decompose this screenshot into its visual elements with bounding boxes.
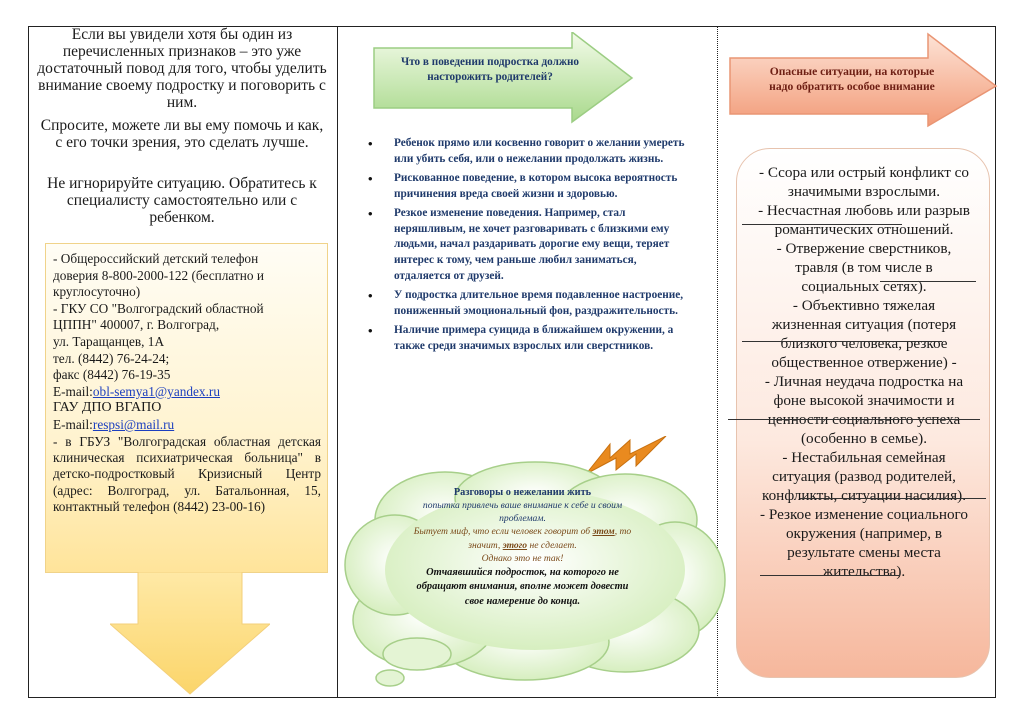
email-link-2[interactable]: respsi@mail.ru (92, 416, 175, 432)
list-item: - Резкое изменение социального окружения (например, в результате смены места жительства). (759, 506, 968, 580)
list-item: - Объективно тяжелая жизненная ситуация (потеря близкого человека, резкое общественное отвержение) - (771, 297, 957, 371)
separator-line (742, 341, 942, 342)
contact-email-row (53, 417, 321, 434)
email-link-1[interactable]: obl-semya1@yandex.ru (92, 383, 220, 399)
list-item: • Ребенок прямо или косвенно говорит о желании умереть или убить себя, или о нежелании продолжать жизнь. (368, 136, 692, 168)
contacts-list (53, 251, 321, 516)
behavior-signs-list (368, 136, 692, 358)
contact-gbuz: - в ГБУЗ "Волгоградская областная детская клиническая психиатрическая больница" в детско-подростковый Кризисный Центр (адрес: Волгоград, ул. Батальонная, 15, контактный телефон (8442) 23-00-16) (53, 433, 321, 515)
separator-line (800, 498, 986, 499)
contact-line: доверия 8-800-2000-122 (бесплатно и (53, 267, 264, 283)
list-item: - Отвержение сверстников, травля (в том числе в социальных сетях). (776, 240, 952, 295)
separator-line (742, 224, 902, 225)
email-label: E-mail: (53, 383, 93, 399)
list-item: - Несчастная любовь или разрыв романтических отношений. (758, 202, 970, 238)
contact-line: - Общероссийский детский телефон (53, 251, 259, 266)
ask-text: Спросите, можете ли вы ему помочь и как, с его точки зрения, это сделать лучше. (40, 117, 324, 151)
contact-line: - ГКУ СО "Волгоградский областной (53, 300, 264, 316)
cloud-myth: Бытует миф, что если человек говорит об этом, то значит, этого не сделает. (413, 526, 632, 551)
separator-line (880, 281, 976, 282)
contact-line: круглосуточно) (53, 284, 141, 300)
contact-line: ЦППН" 400007, г. Волгоград, (53, 317, 220, 333)
list-item: • Резкое изменение поведения. Например, стал неряшливым, не хочет разговаривать с близкими ему людьми, начал раздаривать дорогие ему вещи, теряет интерес к тому, чем раньше любил заниматься, отдаляется от друзей. (368, 206, 692, 286)
contact-phone: тел. (8442) 76-24-24; (53, 350, 170, 366)
dangerous-situations-list (758, 163, 970, 581)
intro-text: Если вы увидели хотя бы один из перечисленных признаков – это уже достаточный повод для того, чтобы уделить внимание своему подростку и поговорить с ним. (37, 26, 327, 111)
list-item: - Личная неудача подростка на фоне высокой значимости и ценности социального успеха (особенно в семье). (764, 373, 964, 447)
down-arrow-icon (110, 572, 270, 697)
cloud-text (410, 486, 635, 609)
separator-line (728, 419, 980, 420)
list-item: • У подростка длительное время подавленное настроение, пониженный эмоциональный фон, раздражительность. (368, 288, 692, 320)
contact-org: ГАУ ДПО ВГАПО (53, 400, 162, 416)
contact-email-row (53, 384, 321, 401)
danger-arrow-title: Опасные ситуации, на которые надо обратить особое внимание (769, 65, 935, 93)
list-item: - Нестабильная семейная ситуация (развод родителей, конфликты, ситуации насилия). (761, 449, 966, 504)
cloud-conclusion: Отчаявшийся подросток, на которого не обращают внимания, вполне может довести свое намерение до конца. (416, 566, 629, 607)
list-item: • Наличие примера суицида в ближайшем окружении, а также среди значимых взрослых или сверстников. (368, 323, 692, 355)
behavior-arrow-title: Что в поведении подростка должно насторожить родителей? (400, 56, 580, 83)
separator-line (760, 575, 900, 576)
dont-ignore-text: Не игнорируйте ситуацию. Обратитесь к специалисту самостоятельно или с ребенком. (47, 175, 317, 226)
cloud-subtitle: попытка привлечь ваше внимание к себе и своим проблемам. (422, 500, 623, 524)
cloud-title: Разговоры о нежелании жить (453, 487, 592, 498)
email-label: E-mail: (53, 416, 93, 432)
contact-fax: факс (8442) 76-19-35 (53, 367, 171, 383)
list-item: - Ссора или острый конфликт со значимыми взрослыми. (759, 164, 969, 200)
cloud-not-so: Однако это не так! (481, 553, 564, 564)
list-item: • Рискованное поведение, в котором высока вероятность причинения вреда своей жизни и здоровью. (368, 171, 692, 203)
contact-line: ул. Таращанцев, 1А (53, 333, 165, 349)
